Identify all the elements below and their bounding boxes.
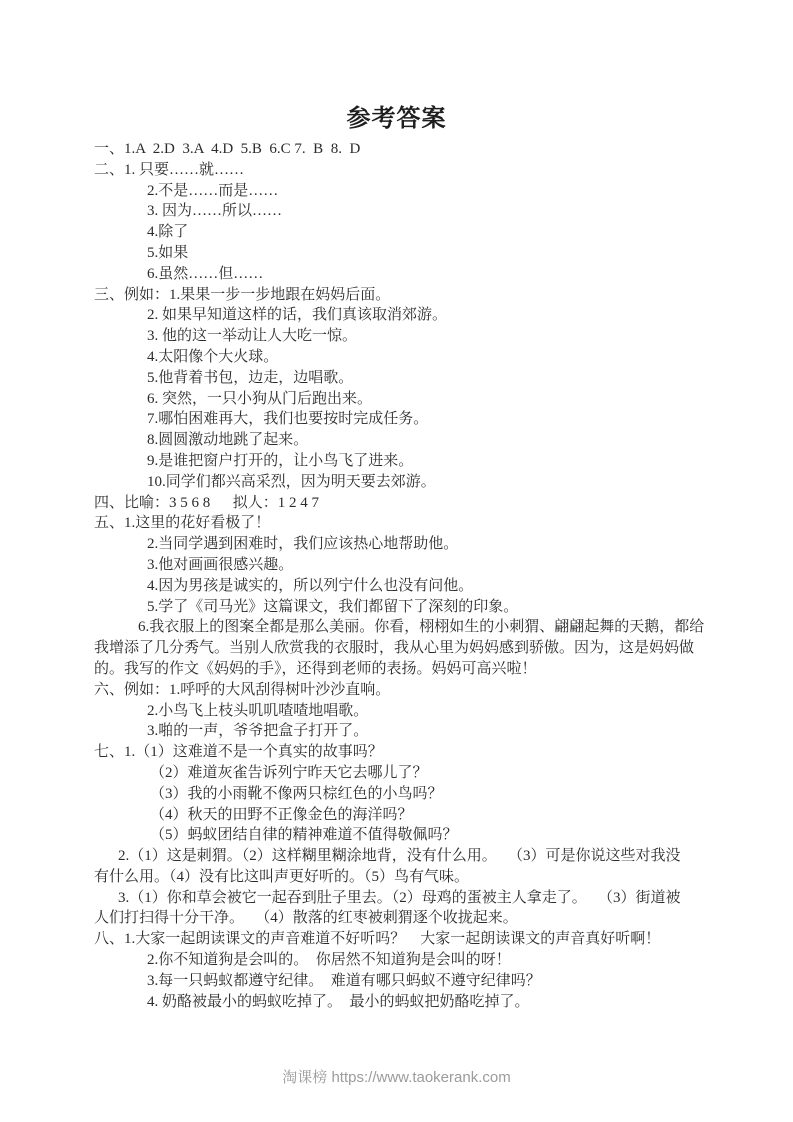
answer-line: 3. 他的这一举动让人大吃一惊。 [147, 328, 358, 345]
answers-list [94, 139, 754, 1012]
answer-line: 八、1.大家一起朗读课文的声音难道不好听吗？ 大家一起朗读课文的声音真好听啊！ [94, 931, 661, 948]
answer-line: 8.圆圆激动地跳了起来。 [147, 432, 309, 449]
answer-line: 2.不是……而是…… [147, 182, 279, 199]
answer-line: 七、1.（1）这难道不是一个真实的故事吗？ [94, 744, 383, 761]
answer-line: 3.（1）你和草会被它一起吞到肚子里去。（2）母鸡的蛋被主人拿走了。 （3）街道被 [118, 889, 681, 906]
page-title: 参考答案 [346, 106, 447, 132]
answer-line: 6.我衣服上的图案全都是那么美丽。你看，栩栩如生的小刺猬、翩翩起舞的天鹅，都给 [138, 619, 705, 636]
answer-line: 5.如果 [147, 244, 189, 261]
answer-line: 一、1.A 2.D 3.A 4.D 5.B 6.C 7. B 8. D [94, 141, 361, 157]
answer-line: 二、1. 只要……就…… [94, 161, 245, 178]
answer-line: （3）我的小雨靴不像两只棕红色的小鸟吗？ [150, 785, 443, 802]
answer-line: 10.同学们都兴高采烈，因为明天要去郊游。 [147, 473, 436, 490]
answer-line: 7.哪怕困难再大，我们也要按时完成任务。 [147, 411, 429, 428]
answer-line: 2.当同学遇到困难时，我们应该热心地帮助他。 [147, 536, 459, 553]
answer-line: 3.他对画画很感兴趣。 [147, 556, 294, 573]
answer-line: 4.太阳像个大火球。 [147, 348, 279, 365]
answer-line: （4）秋天的田野不正像金色的海洋吗？ [150, 806, 413, 823]
answer-line: 的。我写的作文《妈妈的手》，还得到老师的表扬。妈妈可高兴啦！ [94, 660, 537, 677]
answer-line: 六、例如：1.呼呼的大风刮得树叶沙沙直响。 [94, 681, 391, 698]
answer-line: 3.每一只蚂蚁都遵守纪律。 难道有哪只蚂蚁不遵守纪律吗？ [147, 972, 541, 989]
footer-watermark: 淘课榜 https://www.taokerank.com [282, 1069, 511, 1086]
answer-line: 6.虽然……但…… [147, 265, 264, 282]
answer-line: （5）蚂蚁团结自律的精神难道不值得敬佩吗？ [150, 827, 458, 844]
answer-line: 五、1.这里的花好看极了！ [94, 515, 271, 532]
answer-line: 4.除了 [147, 224, 189, 241]
answer-line: 人们打扫得十分干净。 （4）散落的红枣被刺猬逐个收拢起来。 [94, 910, 518, 927]
answer-line: 2. 如果早知道这样的话，我们真该取消郊游。 [147, 307, 448, 324]
answer-line: 2.小鸟飞上枝头叽叽喳喳地唱歌。 [147, 702, 369, 719]
answer-line: 有什么用。（4）没有比这叫声更好听的。（5）鸟有气味。 [94, 868, 470, 885]
answer-line: 4. 奶酪被最小的蚂蚁吃掉了。 最小的蚂蚁把奶酪吃掉了。 [147, 993, 530, 1010]
answer-line: 5.学了《司马光》这篇课文，我们都留下了深刻的印象。 [147, 598, 519, 615]
answer-line: 3. 因为……所以…… [147, 203, 283, 220]
answer-line: 6. 突然，一只小狗从门后跑出来。 [147, 390, 373, 407]
answer-line: 2.你不知道狗是会叫的。 你居然不知道狗是会叫的呀！ [147, 952, 511, 969]
answer-line: 3.啪的一声，爷爷把盒子打开了。 [147, 723, 369, 740]
answer-line: 5.他背着书包，边走，边唱歌。 [147, 369, 354, 386]
answer-line: 三、例如：1.果果一步一步地跟在妈妈后面。 [94, 286, 391, 303]
answer-line: （2）难道灰雀告诉列宁昨天它去哪儿了？ [150, 764, 428, 781]
answer-line: 2.（1）这是刺猬。（2）这样糊里糊涂地背，没有什么用。 （3）可是你说这些对我没 [118, 848, 681, 865]
answer-line: 9.是谁把窗户打开的，让小鸟飞了进来。 [147, 452, 414, 469]
answer-line: 4.因为男孩是诚实的，所以列宁什么也没有问他。 [147, 577, 474, 594]
answer-line: 四、比喻：3 5 6 8 拟人：1 2 4 7 [94, 494, 320, 511]
answer-line: 我增添了几分秀气。当别人欣赏我的衣服时，我从心里为妈妈感到骄傲。因为，这是妈妈做 [94, 640, 695, 657]
